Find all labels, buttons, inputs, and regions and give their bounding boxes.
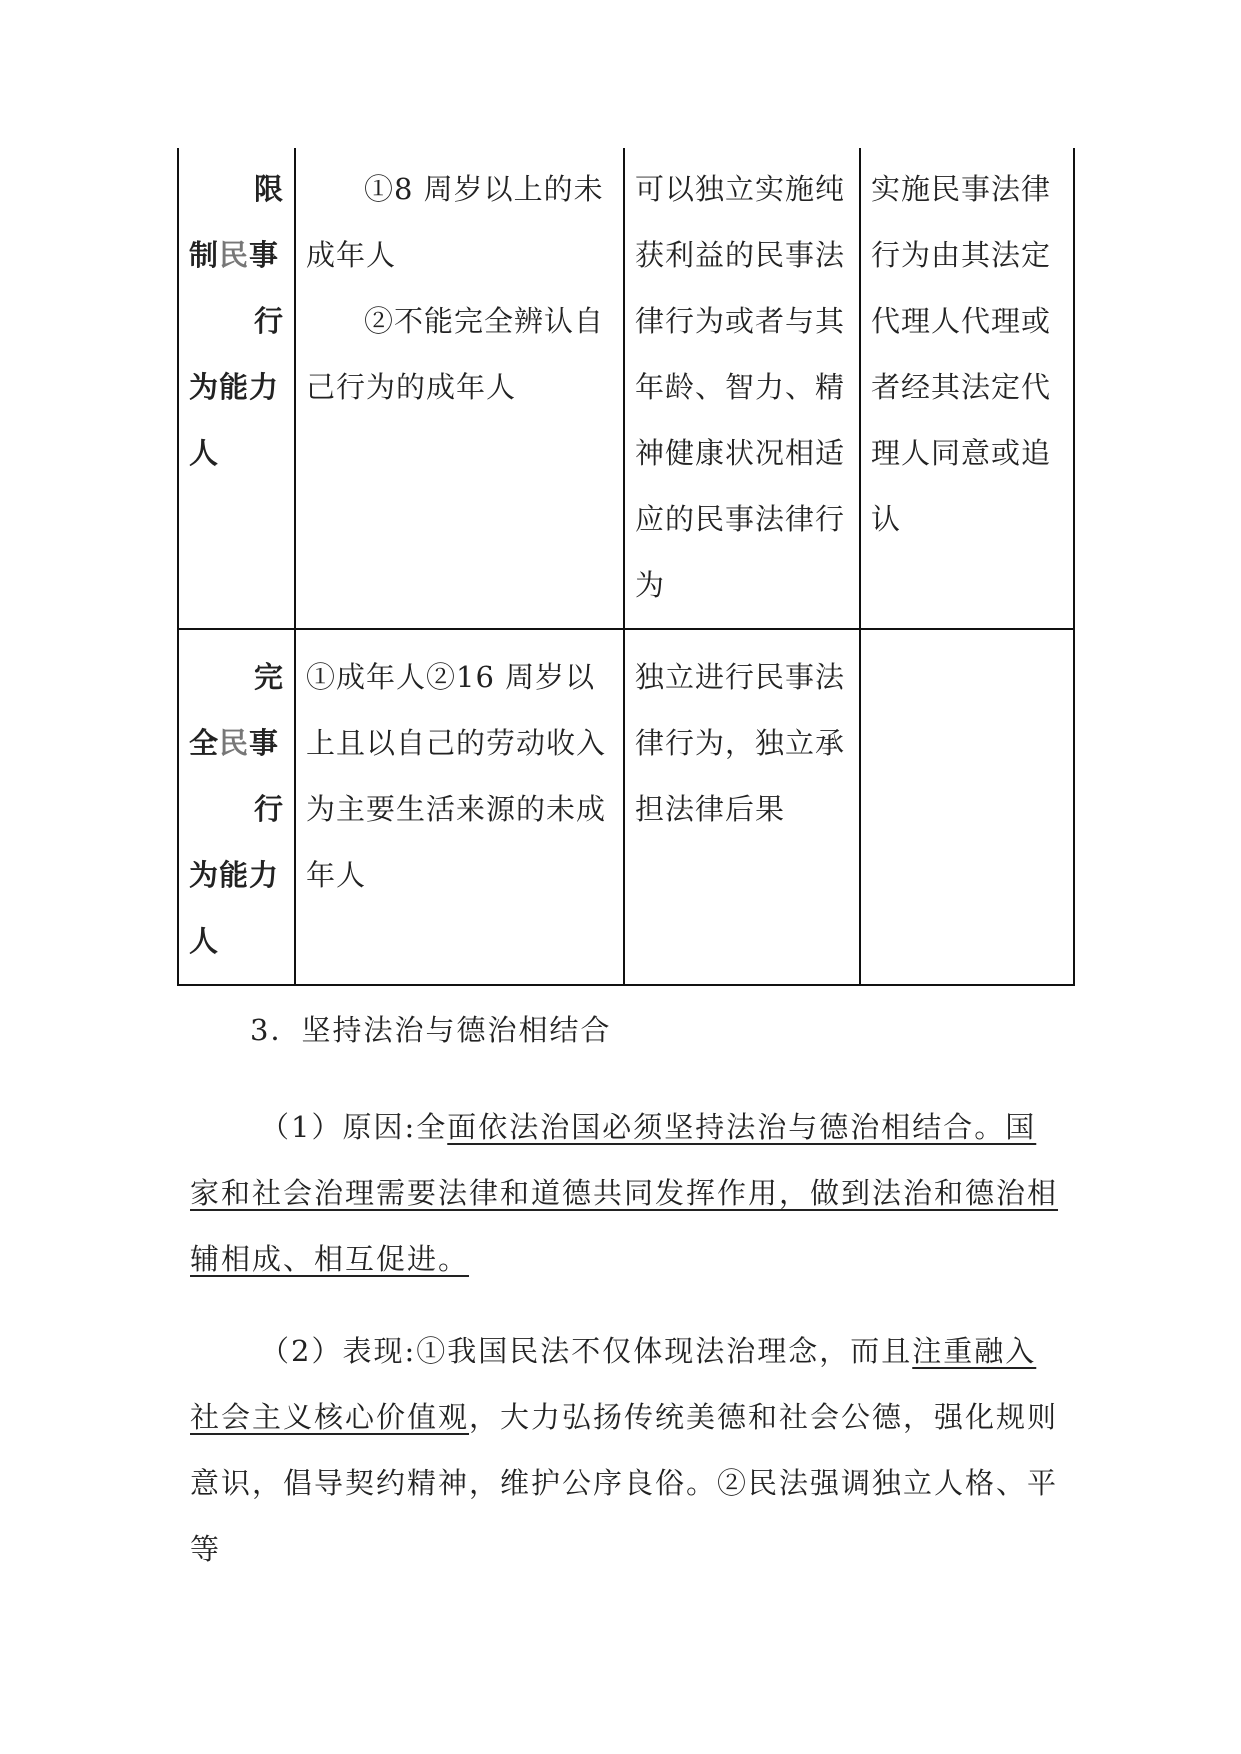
category-cell xyxy=(178,629,295,985)
civil-capacity-table xyxy=(177,148,1075,986)
paragraph-text: ①我国民法不仅体现法治理念，而且 xyxy=(416,1334,913,1368)
underlined-text: 注重融入社会主义核心价值观 xyxy=(190,1334,1037,1434)
paragraph-label: （2）表现: xyxy=(260,1334,417,1368)
paragraph-manifestation xyxy=(190,1318,1060,1582)
category-text: 民 xyxy=(219,726,250,760)
subjects-cell xyxy=(295,148,624,629)
category-line xyxy=(189,710,284,776)
category-line: 人 xyxy=(189,436,220,470)
table-row-full xyxy=(178,629,1074,985)
paragraph-reason xyxy=(190,1094,1060,1292)
subjects-cell: ①成年人②16 周岁以上且以自己的劳动收入为主要生活来源的未成年人 xyxy=(295,629,624,985)
paragraph-text: 全 xyxy=(416,1110,448,1144)
category-text: 全 xyxy=(189,726,220,760)
agency-cell xyxy=(860,629,1074,985)
agency-cell: 实施民事法律行为由其法定代理人代理或者经其法定代理人同意或追认 xyxy=(860,148,1074,629)
section-heading: 3．坚持法治与德治相结合 xyxy=(250,1013,612,1047)
category-text: 制 xyxy=(189,238,220,272)
category-line: 行 xyxy=(253,792,284,826)
category-line xyxy=(189,222,284,288)
category-line: 行 xyxy=(253,304,284,338)
category-text: 事 xyxy=(249,238,280,272)
independent-acts-cell: 可以独立实施纯获利益的民事法律行为或者与其年龄、智力、精神健康状况相适应的民事法律行为 xyxy=(624,148,860,629)
independent-acts-cell: 独立进行民事法律行为，独立承担法律后果 xyxy=(624,629,860,985)
paragraph-text: ，大力弘扬传统美德和社会公德，强化规则意识，倡导契约精神，维护公序良俗。②民法强调独立人格、平等 xyxy=(190,1400,1059,1566)
category-line: 人 xyxy=(189,924,220,958)
subject-item: ①8 周岁以上的未成年人 xyxy=(306,172,604,272)
category-line: 完 xyxy=(253,660,284,694)
category-text: 事 xyxy=(249,726,280,760)
category-text: 民 xyxy=(219,238,250,272)
category-line: 为能力 xyxy=(189,370,280,404)
category-line: 为能力 xyxy=(189,858,280,892)
subject-item: ②不能完全辨认自己行为的成年人 xyxy=(306,304,605,404)
paragraph-label: （1）原因: xyxy=(260,1110,417,1144)
underlined-text: 面依法治国必须坚持法治与德治相结合。国家和社会治理需要法律和道德共同发挥作用，做到法治和德治相辅相成、相互促进。 xyxy=(190,1110,1059,1276)
table-row-limited xyxy=(178,148,1074,629)
category-line: 限 xyxy=(253,172,284,206)
category-cell xyxy=(178,148,295,629)
